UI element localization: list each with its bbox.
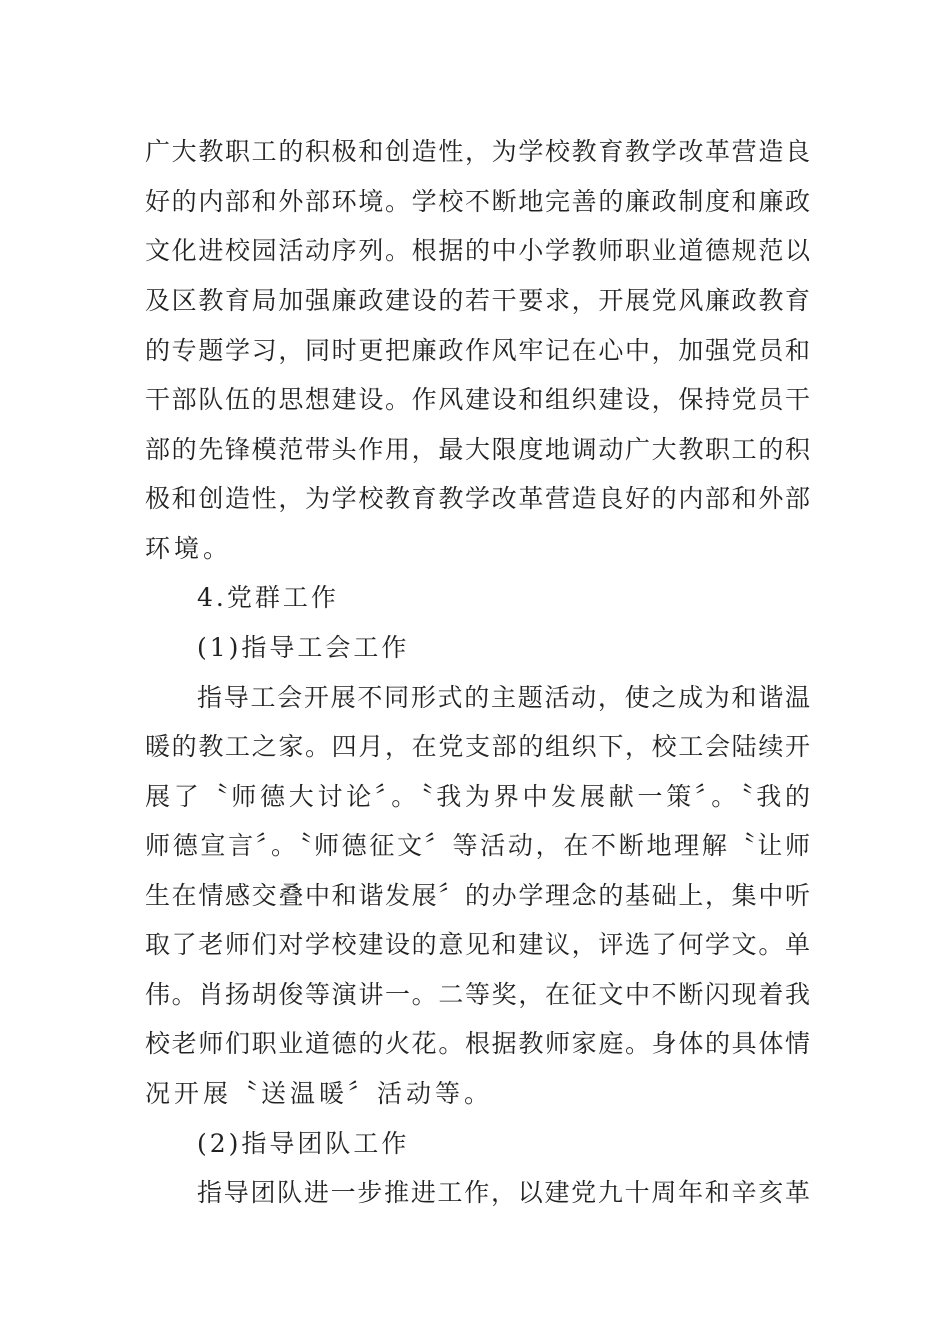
- paragraph-line: 及区教育局加强廉政建设的若干要求，开展党风廉政教育: [145, 286, 810, 315]
- section-heading: 4.党群工作: [197, 583, 339, 612]
- paragraph-line: 的专题学习，同时更把廉政作风牢记在心中，加强党员和: [145, 336, 810, 365]
- paragraph-line: 师德宣言〞。〝师德征文〞等活动，在不断地理解〝让师: [145, 831, 810, 860]
- paragraph-line: 好的内部和外部环境。学校不断地完善的廉政制度和廉政: [145, 187, 810, 216]
- paragraph-line: 文化进校园活动序列。根据的中小学教师职业道德规范以: [145, 236, 810, 265]
- paragraph-line: 况开展〝送温暖〞活动等。: [145, 1079, 494, 1108]
- paragraph-line: 指导工会开展不同形式的主题活动，使之成为和谐温: [197, 683, 810, 712]
- subsection-heading: (1)指导工会工作: [197, 633, 410, 662]
- paragraph-line: 干部队伍的思想建设。作风建设和组织建设，保持党员干: [145, 385, 810, 414]
- paragraph-line: 广大教职工的积极和创造性，为学校教育教学改革营造良: [145, 137, 810, 166]
- paragraph-line: 部的先锋模范带头作用，最大限度地调动广大教职工的积: [145, 435, 810, 464]
- paragraph-line: 展了〝师德大讨论〞。〝我为界中发展献一策〞。〝我的: [145, 782, 810, 811]
- paragraph-line: 校老师们职业道德的火花。根据教师家庭。身体的具体情: [145, 1029, 810, 1058]
- paragraph-line: 伟。肖扬胡俊等演讲一。二等奖，在征文中不断闪现着我: [145, 980, 810, 1009]
- paragraph-line: 取了老师们对学校建设的意见和建议，评选了何学文。单: [145, 930, 810, 959]
- paragraph-line: 极和创造性，为学校教育教学改革营造良好的内部和外部: [145, 484, 810, 513]
- paragraph-line: 暖的教工之家。四月，在党支部的组织下，校工会陆续开: [145, 732, 810, 761]
- subsection-heading: (2)指导团队工作: [197, 1129, 410, 1158]
- paragraph-line: 环境。: [145, 534, 233, 563]
- paragraph-line: 生在情感交叠中和谐发展〞的办学理念的基础上，集中听: [145, 881, 810, 910]
- paragraph-line: 指导团队进一步推进工作，以建党九十周年和辛亥革: [197, 1178, 810, 1207]
